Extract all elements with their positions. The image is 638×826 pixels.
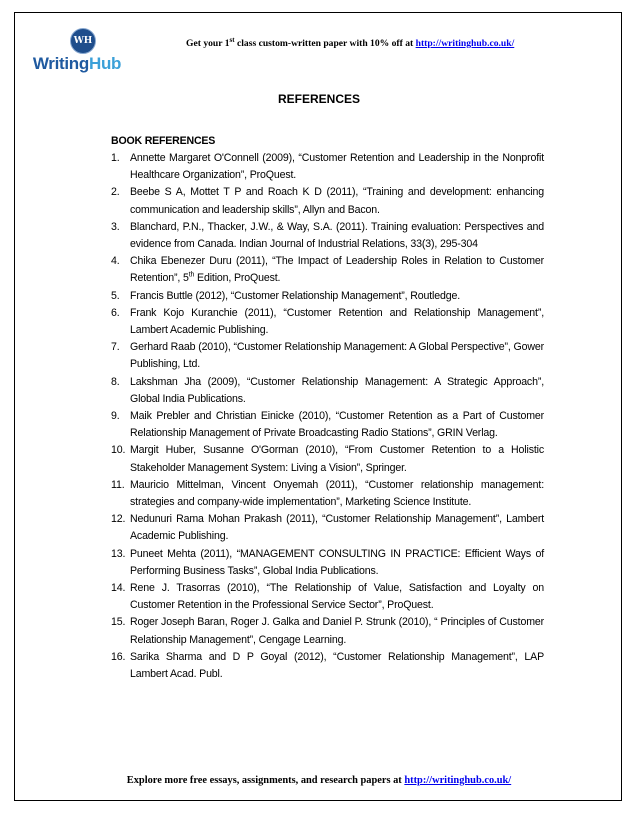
reference-number: 3. xyxy=(111,220,120,233)
reference-text: Frank Kojo Kuranchie (2011), “Customer Retention and Relationship Management”, Lambert Academic Publishing. xyxy=(130,306,544,337)
reference-text: Blanchard, P.N., Thacker, J.W., & Way, S.A. (2011). Training evaluation: Perspectives and evidence from Canada. Indian Journal of Industrial Relations, 33(3), 295-304 xyxy=(130,220,544,251)
banner-text-start: Get your 1 xyxy=(186,38,230,49)
reference-text: Chika Ebenezer Duru (2011), “The Impact of Leadership Roles in Relation to Customer Retention”, 5 xyxy=(130,255,544,285)
footer-link[interactable]: http://writinghub.co.uk/ xyxy=(404,775,512,786)
logo-word-writing: Writing xyxy=(32,54,89,73)
footer-text: Explore more free essays, assignments, and research papers at xyxy=(126,775,405,786)
reference-item xyxy=(111,546,544,580)
reference-number: 6. xyxy=(111,306,120,319)
banner-superscript: st xyxy=(229,35,235,44)
reference-text: Maik Prebler and Christian Einicke (2010), “Customer Retention as a Part of Customer Relationship Management of Private Broadcasting Radio Stations”, GRIN Verlag. xyxy=(130,410,544,440)
reference-text: Beebe S A, Mottet T P and Roach K D (2011), “Training and development: enhancing communication and leadership skills”, Allyn and Bacon. xyxy=(130,186,544,216)
reference-item xyxy=(111,184,544,218)
reference-item xyxy=(111,649,544,683)
reference-number: 5. xyxy=(111,289,120,302)
reference-number: 9. xyxy=(111,410,120,423)
reference-text: Puneet Mehta (2011), “MANAGEMENT CONSULTING IN PRACTICE: Efficient Ways of Performing Business Tasks”, Global India Publications. xyxy=(130,547,544,577)
footer-banner xyxy=(0,775,638,786)
reference-text: Roger Joseph Baran, Roger J. Galka and Daniel P. Strunk (2010), “ Principles of Customer Relationship Management”, Cengage Learning. xyxy=(130,616,544,646)
reference-number: 16. xyxy=(111,650,126,663)
top-promo-banner xyxy=(186,35,515,49)
reference-number: 11. xyxy=(111,478,125,491)
reference-item xyxy=(111,150,544,184)
reference-number: 13. xyxy=(111,547,126,560)
reference-text-end: Edition, ProQuest. xyxy=(194,272,281,285)
reference-text: Mauricio Mittelman, Vincent Onyemah (2011), “Customer relationship management: strategies and company-wide implementation”, Marketing Science Institute. xyxy=(130,478,544,509)
reference-item xyxy=(111,408,544,442)
reference-text: Sarika Sharma and D P Goyal (2012), “Customer Relationship Management”, LAP Lambert Acad. Publ. xyxy=(130,650,544,681)
reference-text: Gerhard Raab (2010), “Customer Relationship Management: A Global Perspective”, Gower Publishing, Ltd. xyxy=(130,341,544,371)
reference-number: 10. xyxy=(111,444,126,457)
reference-text: Francis Buttle (2012), “Customer Relationship Management”, Routledge. xyxy=(130,289,460,302)
reference-text: Margit Huber, Susanne O'Gorman (2010), “From Customer Retention to a Holistic Stakeholder Management System: Living a Vision”, Springer. xyxy=(130,444,544,474)
reference-item xyxy=(111,442,544,476)
reference-number: 15. xyxy=(111,616,126,629)
page-title: REFERENCES xyxy=(277,92,360,106)
section-heading: BOOK REFERENCES xyxy=(111,135,216,147)
reference-item xyxy=(111,219,544,253)
logo-wordmark xyxy=(22,54,132,74)
reference-number: 4. xyxy=(111,255,120,268)
banner-text-mid: class custom-written paper with 10% off at xyxy=(234,38,416,49)
reference-item xyxy=(111,511,544,545)
reference-item xyxy=(111,477,544,511)
reference-number: 14. xyxy=(111,582,126,595)
banner-link[interactable]: http://writinghub.co.uk/ xyxy=(415,38,515,49)
writinghub-logo[interactable] xyxy=(22,24,132,78)
reference-list xyxy=(111,150,544,683)
reference-item xyxy=(111,614,544,648)
reference-text: Lakshman Jha (2009), “Customer Relationship Management: A Strategic Approach”, Global India Publications. xyxy=(130,375,544,405)
reference-item xyxy=(111,253,544,287)
reference-item xyxy=(111,339,544,373)
logo-emblem-icon: WH xyxy=(70,28,96,54)
reference-text: Annette Margaret O'Connell (2009), “Customer Retention and Leadership in the Nonprofit Healthcare Organization”, ProQuest. xyxy=(130,152,544,182)
reference-number: 8. xyxy=(111,375,120,388)
reference-item xyxy=(111,305,544,339)
reference-item xyxy=(111,374,544,408)
reference-number: 7. xyxy=(111,341,120,354)
reference-text: Nedunuri Rama Mohan Prakash (2011), “Customer Relationship Management”, Lambert Academic Publishing. xyxy=(130,513,544,543)
logo-word-hub: Hub xyxy=(88,54,122,73)
reference-item xyxy=(111,288,544,305)
reference-superscript: th xyxy=(188,271,195,279)
reference-number: 12. xyxy=(111,513,126,526)
reference-number: 2. xyxy=(111,186,120,199)
reference-text: Rene J. Trasorras (2010), “The Relationship of Value, Satisfaction and Loyalty on Customer Retention in the Professional Service Sector”, ProQuest. xyxy=(130,582,544,612)
reference-item xyxy=(111,580,544,614)
reference-number: 1. xyxy=(111,152,120,164)
